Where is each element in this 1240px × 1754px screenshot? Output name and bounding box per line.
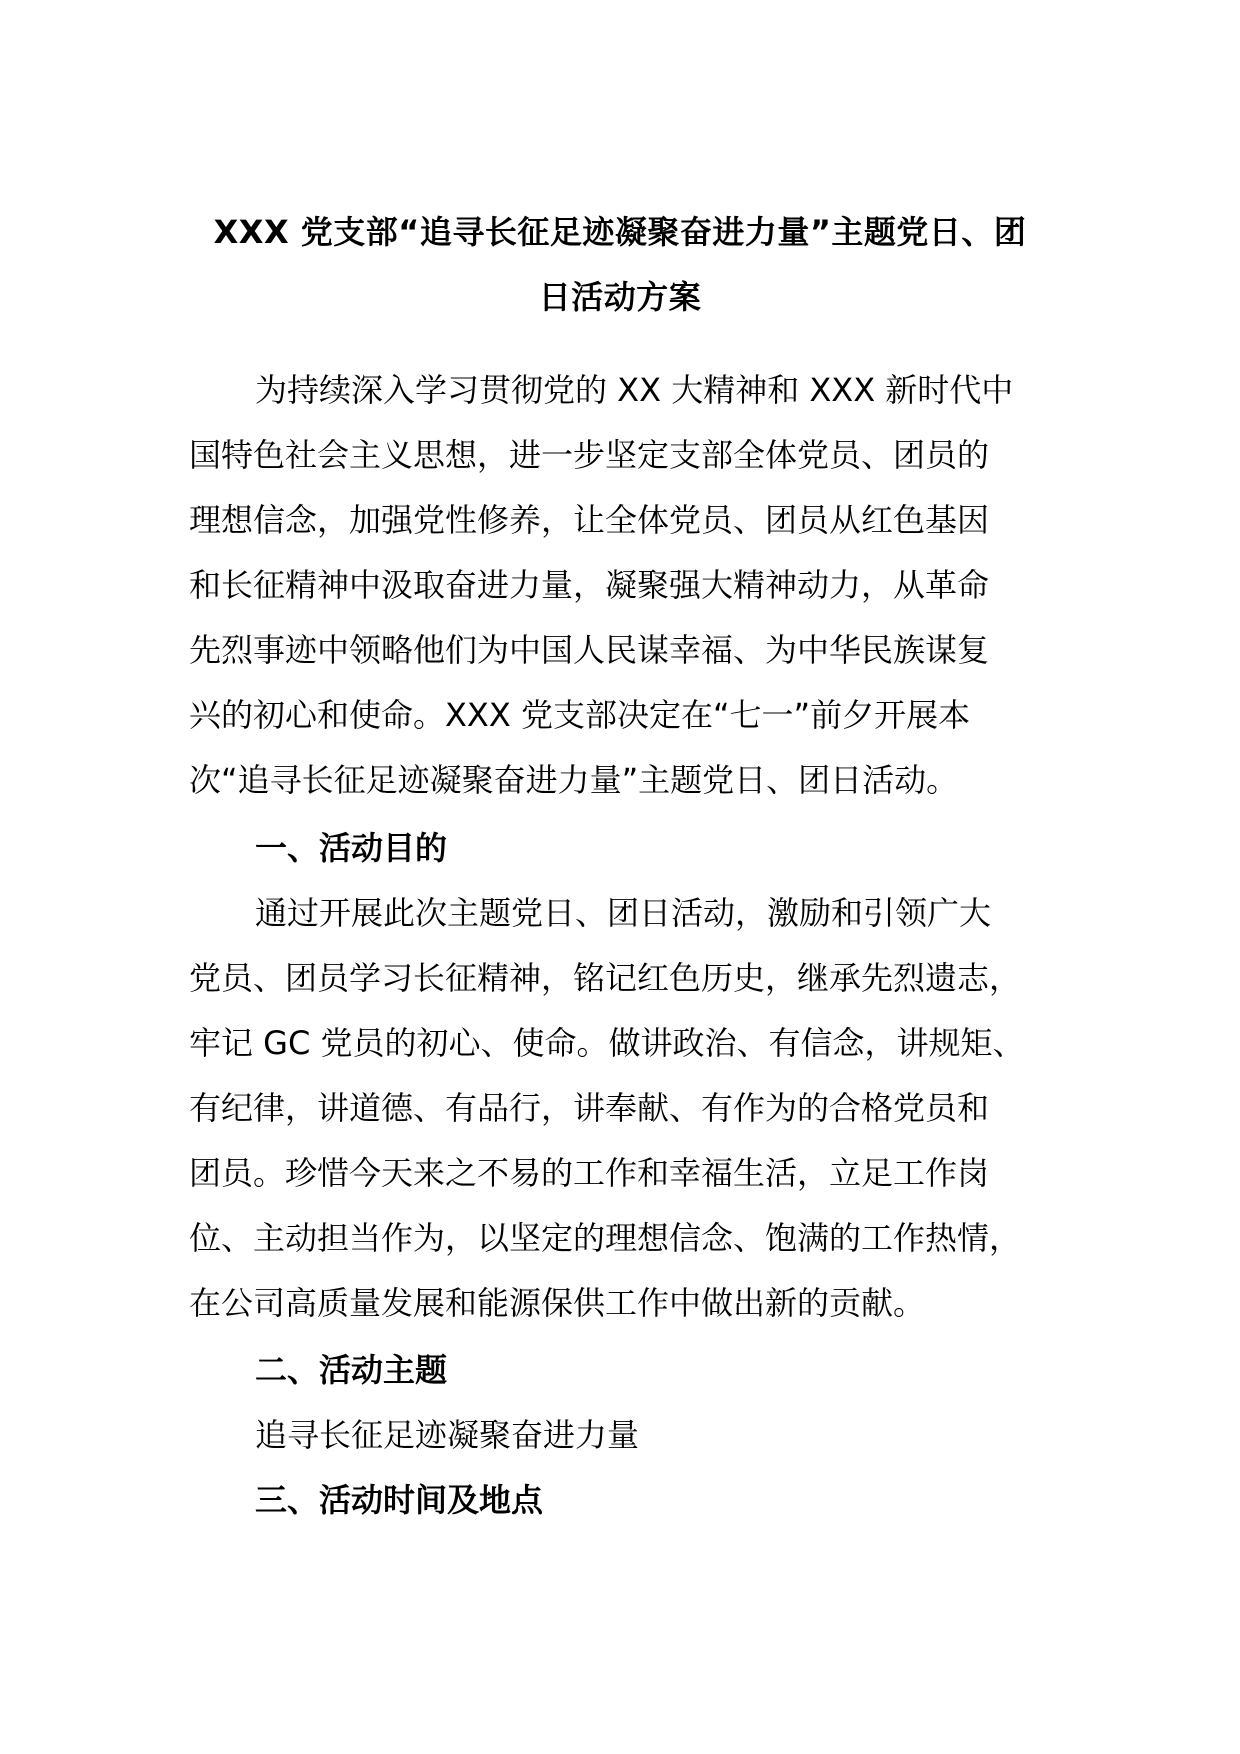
title-line-2: 日活动方案	[538, 278, 702, 316]
section-heading-time-location: 三、活动时间及地点	[255, 1481, 544, 1519]
purpose-line-1: 通过开展此次主题党日、团日活动，激励和引领广大	[255, 894, 992, 932]
intro-line-1: 为持续深入学习贯彻党的 XX 大精神和 XXX 新时代中	[255, 371, 1014, 409]
purpose-line-4: 有纪律，讲道德、有品行，讲奉献、有作为的合格党员和	[189, 1089, 990, 1127]
title-line-1: XXX 党支部“追寻长征足迹凝聚奋进力量”主题党日、团	[213, 213, 1027, 251]
intro-line-5: 先烈事迹中领略他们为中国人民谋幸福、为中华民族谋复	[189, 631, 990, 669]
theme-text: 追寻长征足迹凝聚奋进力量	[255, 1416, 640, 1454]
purpose-line-5: 团员。珍惜今天来之不易的工作和幸福生活，立足工作岗	[189, 1154, 990, 1192]
intro-line-3: 理想信念，加强党性修养，让全体党员、团员从红色基因	[189, 501, 990, 539]
intro-paragraph	[189, 358, 1051, 813]
purpose-line-2: 党员、团员学习长征精神，铭记红色历史，继承先烈遗志，	[189, 959, 1022, 997]
document-title	[189, 200, 1051, 330]
section-heading-theme: 二、活动主题	[255, 1351, 448, 1389]
intro-line-6: 兴的初心和使命。XXX 党支部决定在“七一”前夕开展本	[189, 696, 971, 734]
purpose-line-6: 位、主动担当作为，以坚定的理想信念、饱满的工作热情，	[189, 1219, 1022, 1257]
intro-line-4: 和长征精神中汲取奋进力量，凝聚强大精神动力，从革命	[189, 566, 990, 604]
intro-line-2: 国特色社会主义思想，进一步坚定支部全体党员、团员的	[189, 436, 990, 474]
purpose-paragraph	[189, 881, 1051, 1336]
section-heading-purpose: 一、活动目的	[255, 829, 448, 867]
purpose-line-3: 牢记 GC 党员的初心、使命。做讲政治、有信念，讲规矩、	[189, 1024, 1025, 1062]
purpose-line-7: 在公司高质量发展和能源保供工作中做出新的贡献。	[189, 1284, 926, 1322]
intro-line-7: 次“追寻长征足迹凝聚奋进力量”主题党日、团日活动。	[189, 761, 959, 799]
